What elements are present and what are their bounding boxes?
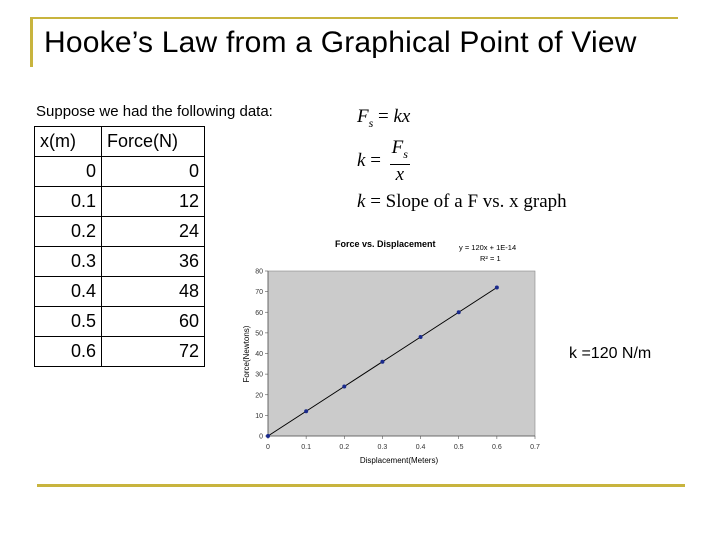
table-cell-x: 0.4 bbox=[35, 277, 102, 307]
x-tick-label: 0 bbox=[266, 444, 270, 451]
table-cell-x: 0.3 bbox=[35, 247, 102, 277]
table-cell-force: 36 bbox=[102, 247, 205, 277]
table-cell-force: 72 bbox=[102, 337, 205, 367]
equation-k-fraction: k = $\frac{F_s}{x}$ bbox=[357, 137, 408, 185]
equation-hookes-law: $F_s$ = kx bbox=[357, 106, 411, 130]
x-tick-label: 0.1 bbox=[301, 444, 312, 451]
y-axis-label: Force(Newtons) bbox=[242, 325, 251, 383]
data-point bbox=[266, 434, 270, 438]
data-point bbox=[495, 286, 499, 290]
table-cell-x: 0.1 bbox=[35, 187, 102, 217]
data-table bbox=[34, 126, 205, 367]
table-cell-force: 0 bbox=[102, 157, 205, 187]
intro-text: Suppose we had the following data: bbox=[36, 103, 273, 120]
data-point bbox=[419, 335, 423, 339]
table-row bbox=[35, 307, 205, 337]
data-point bbox=[380, 360, 384, 364]
table-cell-force: 12 bbox=[102, 187, 205, 217]
x-tick-label: 0.2 bbox=[339, 444, 350, 451]
force-displacement-chart bbox=[228, 232, 558, 477]
x-tick-label: 0.3 bbox=[377, 444, 388, 451]
title-frame-left bbox=[30, 17, 33, 67]
y-tick-label: 40 bbox=[255, 351, 263, 358]
table-header-force: Force(N) bbox=[102, 127, 205, 157]
y-tick-label: 80 bbox=[255, 268, 263, 276]
table-row bbox=[35, 337, 205, 367]
k-result-label: k =120 N/m bbox=[569, 345, 652, 362]
y-tick-label: 70 bbox=[255, 289, 263, 297]
table-cell-force: 48 bbox=[102, 277, 205, 307]
table-row bbox=[35, 217, 205, 247]
title-frame-top bbox=[30, 17, 678, 19]
data-point bbox=[342, 385, 346, 389]
y-tick-label: 0 bbox=[259, 433, 263, 441]
table-cell-x: 0.2 bbox=[35, 217, 102, 247]
table-row bbox=[35, 247, 205, 277]
x-tick-label: 0.6 bbox=[491, 444, 502, 451]
y-tick-label: 20 bbox=[255, 392, 263, 400]
table-row bbox=[35, 187, 205, 217]
x-tick-label: 0.7 bbox=[530, 444, 540, 451]
y-tick-label: 30 bbox=[255, 371, 263, 379]
x-tick-label: 0.4 bbox=[415, 444, 426, 451]
data-point bbox=[304, 409, 308, 413]
table-cell-x: 0.6 bbox=[35, 337, 102, 367]
table-cell-x: 0.5 bbox=[35, 307, 102, 337]
chart-title: Force vs. Displacement bbox=[335, 239, 436, 249]
equation-k-slope: k = Slope of a F vs. x graph bbox=[357, 191, 567, 212]
slide-bottom-rule bbox=[37, 484, 685, 487]
x-tick-label: 0.5 bbox=[453, 444, 464, 451]
table-cell-x: 0 bbox=[35, 157, 102, 187]
table-row bbox=[35, 157, 205, 187]
table-cell-force: 24 bbox=[102, 217, 205, 247]
table-header-row bbox=[35, 127, 205, 157]
y-tick-label: 50 bbox=[255, 330, 263, 338]
slide-title: Hooke’s Law from a Graphical Point of View bbox=[44, 26, 637, 59]
y-tick-label: 10 bbox=[255, 412, 263, 420]
x-axis-label: Displacement(Meters) bbox=[359, 456, 439, 465]
fraction: $\frac{F_s}{x}$ bbox=[391, 137, 408, 185]
table-row bbox=[35, 277, 205, 307]
table-cell-force: 60 bbox=[102, 307, 205, 337]
data-point bbox=[457, 310, 461, 314]
y-tick-label: 60 bbox=[255, 309, 263, 317]
table-header-x: x(m) bbox=[35, 127, 102, 157]
trendline-equation: y = 120x + 1E-14 bbox=[459, 243, 517, 252]
r-squared-label: R² = 1 bbox=[480, 254, 501, 263]
